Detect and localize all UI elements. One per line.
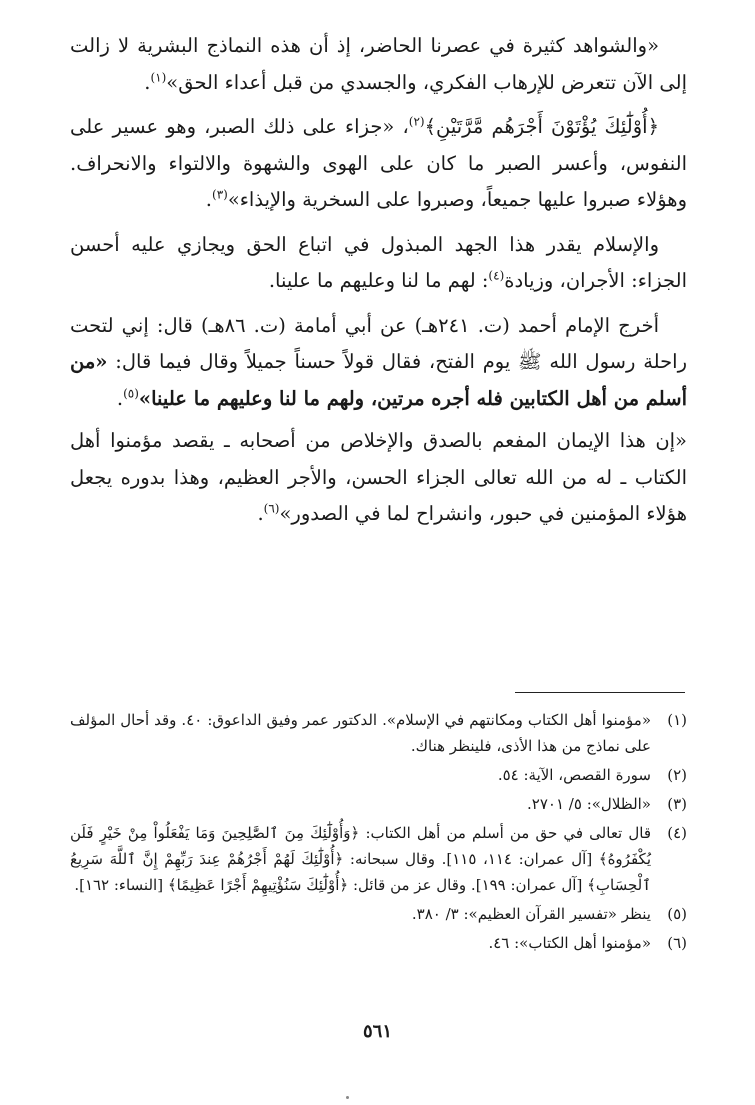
paragraph-1: «والشواهد كثيرة في عصرنا الحاضر، إذ أن هذه النماذج البشرية لا زالت إلى الآن تتعرض للإرهاب الفكري، والجسدي من قبل أعداء الحق»$^{(١)}$. — [70, 34, 687, 94]
footnote-number: (٦) — [667, 934, 687, 952]
footnote-6 — [70, 930, 687, 956]
footnote-number: (١) — [667, 711, 687, 729]
footnote-number: (٥) — [667, 905, 687, 923]
footnote-5 — [70, 901, 687, 927]
paragraph-3: والإسلام يقدر هذا الجهد المبذول في اتباع الحق ويجازي عليه أحسن الجزاء: الأجران، وزيادة$^{(٤)}$: لهم ما لنا وعليهم ما علينا. — [70, 232, 687, 292]
footnote-number: (٣) — [667, 795, 687, 813]
page-number: ٥٦١ — [362, 1021, 392, 1042]
footnotes — [70, 707, 687, 959]
main-text — [70, 28, 687, 541]
footnote-ref-6[interactable]: (٦) — [263, 501, 280, 516]
scan-speck — [346, 1096, 349, 1099]
footnote-2 — [70, 762, 687, 788]
paragraph-5: «إن هذا الإيمان المفعم بالصدق والإخلاص من أصحابه ـ يقصد مؤمنوا أهل الكتاب ـ له من الله تعالى الجزاء الحسن، والأجر العظيم، وهذا بدوره يجعل هؤلاء المؤمنين في حبور، وانشراح لما في الصدور»$^{(٦)}$. — [70, 429, 687, 525]
quran-verse: ﴿أُوْلَٰٓئِكَ يُؤْتَوْنَ أَجْرَهُم مَّرَّتَيْنِ﴾ — [424, 115, 660, 138]
footnote-1 — [70, 707, 687, 759]
footnote-text: «مؤمنوا أهل الكتاب ومكانتهم في الإسلام». الدكتور عمر وفيق الداعوق: ٤٠. وقد أحال المؤلف على نماذج من هذا الأذى، فلينظر هناك. — [70, 711, 652, 755]
footnote-ref-4[interactable]: (٤) — [488, 268, 505, 283]
footnote-4 — [70, 820, 687, 898]
footnote-text: سورة القصص، الآية: ٥٤. — [497, 766, 651, 784]
footnote-3 — [70, 791, 687, 817]
footnote-ref-5[interactable]: (٥) — [123, 386, 139, 400]
footnote-text: «الظلال»: ٥/ ٢٧٠١. — [527, 795, 651, 813]
footnote-text: «مؤمنوا أهل الكتاب»: ٤٦. — [488, 934, 651, 952]
footnote-ref-2[interactable]: (٢) — [408, 114, 425, 129]
footnote-ref-1[interactable]: (١) — [150, 70, 167, 84]
footnote-number: (٤) — [667, 824, 687, 842]
footnote-separator — [515, 692, 685, 693]
paragraph-4: أخرج الإمام أحمد (ت. ٢٤١هـ) عن أبي أمامة (ت. ٨٦هـ) قال: إني لتحت راحلة رسول الله ﷺ يوم الفتح، فقال قولاً حسناً جميلاً وقال فيما قال: «من أسلم من أهل الكتابين فله أجره مرتين، ولهم ما لنا وعليهم ما علينا»$^{(٥)}$. — [70, 313, 687, 410]
footnote-number: (٢) — [667, 766, 687, 784]
footnote-ref-3[interactable]: (٣) — [212, 187, 228, 202]
hadith-quote: «من أسلم من أهل الكتابين فله أجره مرتين، ولهم ما لنا وعليهم ما علينا» — [70, 350, 687, 410]
footnote-text: ينظر «تفسير القرآن العظيم»: ٣/ ٣٨٠. — [411, 905, 651, 923]
paragraph-2: ﴿أُوْلَٰٓئِكَ يُؤْتَوْنَ أَجْرَهُم مَّرَّتَيْنِ﴾$^{(٢)}$، «جزاء على ذلك الصبر، وهو عسير على النفوس، وأعسر الصبر ما كان على الهوى والشهوة والالتواء والانحراف. وهؤلاء صبروا عليها جميعاً، وصبروا على السخرية والإيذاء»$^{(٣)}$. — [70, 114, 687, 211]
footnote-text: قال تعالى في حق من أسلم من أهل الكتاب: ﴿وَأُوْلَٰٓئِكَ مِنَ ٱلصَّٰلِحِينَ وَمَا يَفْعَلُواْ مِنْ خَيْرٍ فَلَن يُكْفَرُوهُ﴾ [آل عمران: ١١٤، ١١٥]. وقال سبحانه: ﴿أُوْلَٰٓئِكَ لَهُمْ أَجْرُهُمْ عِندَ رَبِّهِمْ إِنَّ ٱللَّهَ سَرِيعُ ٱلْحِسَابِ﴾ [آل عمران: ١٩٩]. وقال عز من قائل: ﴿أُوْلَٰٓئِكَ سَنُؤْتِيهِمْ أَجْرًا عَظِيمًا﴾ [النساء: ١٦٢]. — [70, 824, 652, 894]
